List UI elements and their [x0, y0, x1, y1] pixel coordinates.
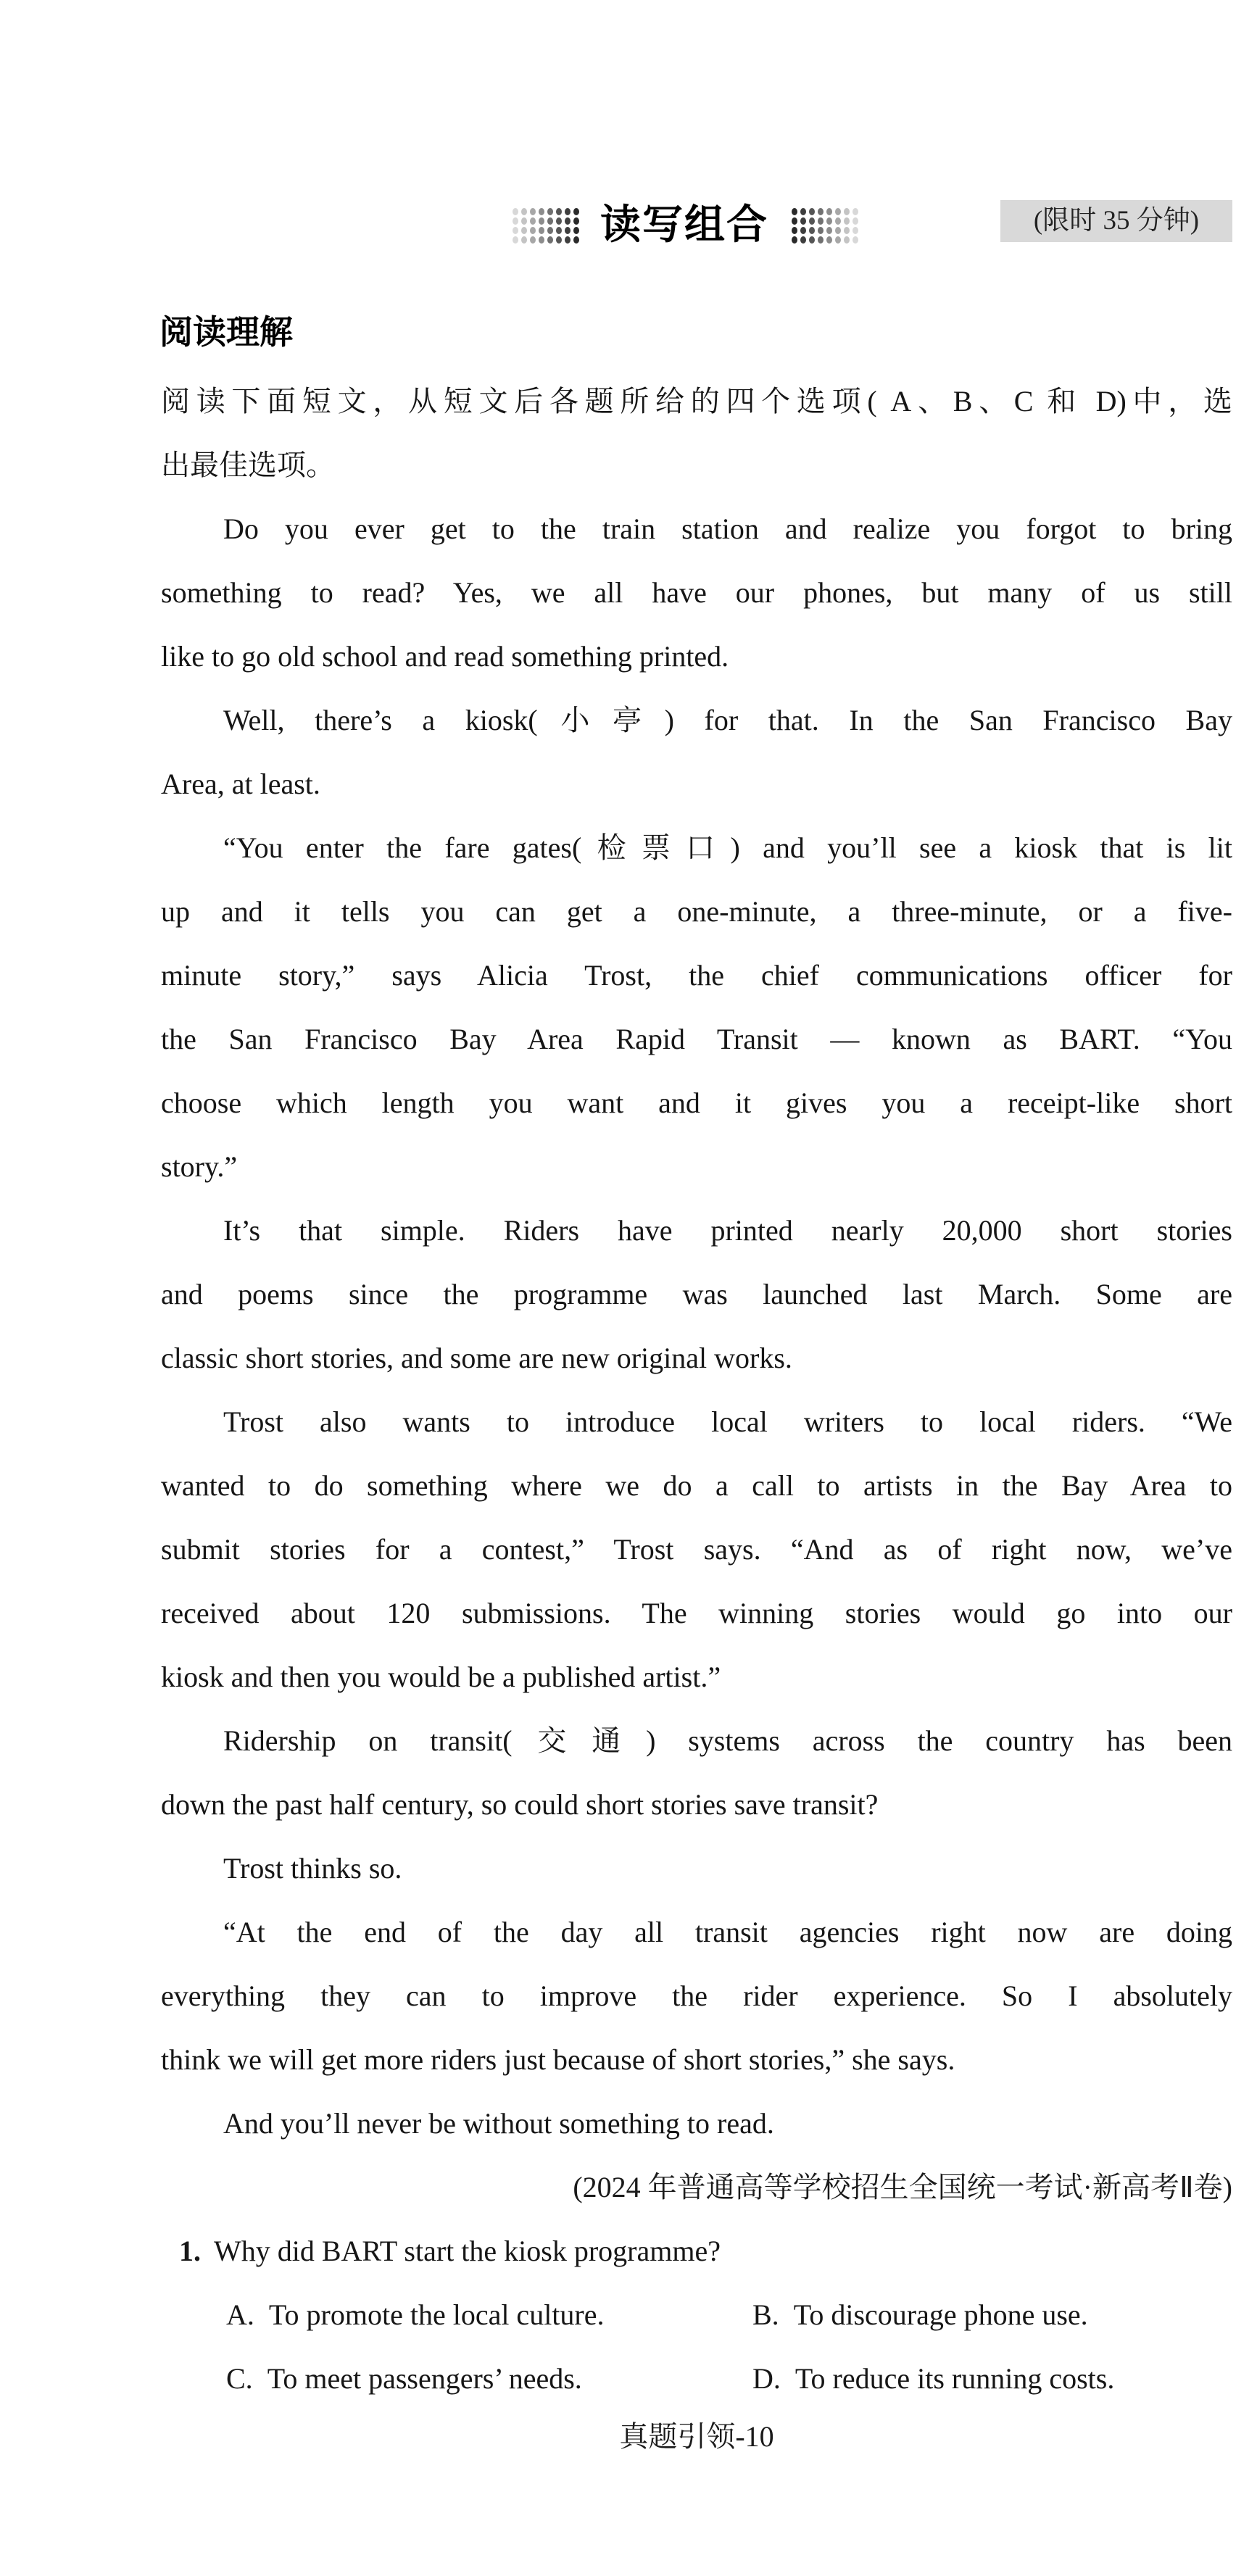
dot [792, 208, 797, 215]
dot [565, 227, 571, 234]
dot [530, 208, 536, 215]
dot [826, 217, 832, 225]
text-line: like to go old school and read something printed. [161, 640, 729, 673]
dot [818, 217, 824, 225]
text-column [161, 370, 1232, 2411]
page-footer: 真题引领-10 [619, 2420, 774, 2453]
dot [826, 208, 832, 215]
dot [530, 227, 536, 234]
dot [835, 227, 841, 234]
dot [844, 236, 850, 244]
text-line: up and it tells you can get a one-minute, a three-minute, or a five- [161, 895, 1232, 928]
dot-pattern-left-icon [513, 208, 579, 244]
dot [818, 236, 824, 244]
dot-row [792, 227, 858, 234]
dot [800, 208, 806, 215]
text-line: down the past half century, so could short stories save transit? [161, 1788, 879, 1821]
text-line: And you’ll never be without something to read. [223, 2107, 774, 2140]
dot-row [792, 217, 858, 225]
text-line: everything they can to improve the rider experience. So I absolutely [161, 1979, 1232, 2012]
dot [800, 236, 806, 244]
dot [800, 217, 806, 225]
text-line: classic short stories, and some are new original works. [161, 1342, 792, 1374]
dot-row [792, 208, 858, 215]
dot [573, 217, 579, 225]
dot [530, 217, 536, 225]
dot [809, 208, 815, 215]
option-b [752, 2283, 1232, 2347]
dot [521, 217, 527, 225]
dot [809, 227, 815, 234]
dot [792, 236, 797, 244]
text-line: and poems since the programme was launched last March. Some are [161, 1278, 1232, 1310]
dot [565, 208, 571, 215]
option-text: To discourage phone use. [793, 2298, 1088, 2331]
dot-row [513, 236, 579, 244]
text-line: minute story,” says Alicia Trost, the chief communications officer for [161, 959, 1232, 992]
page-title: 读写组合 [600, 201, 768, 249]
text-line: Trost thinks so. [223, 1852, 402, 1885]
dot [835, 236, 841, 244]
text-line: think we will get more riders just because of short stories,” she says. [161, 2043, 955, 2076]
dot [800, 227, 806, 234]
dot [556, 217, 562, 225]
option-d [752, 2347, 1232, 2411]
text-line: something to read? Yes, we all have our phones, but many of us still [161, 576, 1232, 609]
dot [844, 208, 850, 215]
text-line: wanted to do something where we do a call to artists in the Bay Area to [161, 1469, 1232, 1502]
text-line: Area, at least. [161, 768, 320, 800]
dot [547, 236, 553, 244]
instructions [161, 370, 1232, 497]
text-line: 阅读下面短文，从短文后各题所给的四个选项( A、B、C 和 D)中，选 [161, 385, 1232, 417]
dot [573, 227, 579, 234]
text-line: “At the end of the day all transit agencies right now are doing [223, 1916, 1232, 1948]
dot [521, 236, 527, 244]
text-line: choose which length you want and it gives you a receipt-like short [161, 1087, 1232, 1119]
text-line: Well, there’s a kiosk(小亭) for that. In the San Francisco Bay [223, 704, 1232, 736]
source-line: (2024 年普通高等学校招生全国统一考试·新高考Ⅱ卷) [573, 2171, 1232, 2203]
time-limit-badge: (限时 35 分钟) [1000, 200, 1232, 242]
dot [852, 208, 858, 215]
text-line: It’s that simple. Riders have printed nearly 20,000 short stories [223, 1214, 1232, 1247]
question-1 [161, 2219, 1232, 2283]
dot [565, 217, 571, 225]
passage-paragraphs [161, 497, 1232, 2156]
dot [521, 208, 527, 215]
dot [792, 227, 797, 234]
dot [556, 227, 562, 234]
dot [818, 208, 824, 215]
dot [844, 217, 850, 225]
dot [792, 217, 797, 225]
dot [573, 208, 579, 215]
dot-pattern-right-icon [792, 208, 858, 244]
option-label: D. [752, 2362, 781, 2395]
dot [556, 236, 562, 244]
text-line: story.” [161, 1150, 238, 1183]
dot [852, 217, 858, 225]
dot [835, 208, 841, 215]
dot [530, 236, 536, 244]
text-line: “You enter the fare gates(检票口) and you’ll see a kiosk that is lit [223, 831, 1232, 864]
option-label: A. [226, 2298, 254, 2331]
dot [547, 227, 553, 234]
dot [547, 217, 553, 225]
option-label: C. [226, 2362, 253, 2395]
text-line: submit stories for a contest,” Trost says. “And as of right now, we’ve [161, 1533, 1232, 1566]
option-text: To promote the local culture. [268, 2298, 605, 2331]
option-label: B. [752, 2298, 779, 2331]
dot-row [513, 227, 579, 234]
question-number: 1. [179, 2235, 201, 2267]
option-text: To meet passengers’ needs. [267, 2362, 582, 2395]
dot [556, 208, 562, 215]
dot [809, 217, 815, 225]
dot [818, 227, 824, 234]
text-line: 出最佳选项。 [161, 449, 335, 481]
options-grid [161, 2283, 1232, 2411]
dot [513, 227, 518, 234]
text-line: Ridership on transit(交通) systems across the country has been [223, 1724, 1232, 1757]
dot [809, 236, 815, 244]
dot [565, 236, 571, 244]
text-line: received about 120 submissions. The winning stories would go into our [161, 1597, 1232, 1629]
dot-row [513, 217, 579, 225]
dot [826, 236, 832, 244]
dot [547, 208, 553, 215]
dot [521, 227, 527, 234]
dot [852, 227, 858, 234]
text-line: kiosk and then you would be a published artist.” [161, 1661, 721, 1693]
dot [573, 236, 579, 244]
dot [835, 217, 841, 225]
dot [844, 227, 850, 234]
question-text: Why did BART start the kiosk programme? [214, 2235, 721, 2267]
dot-row [792, 236, 858, 244]
option-c [226, 2347, 752, 2411]
dot [539, 217, 544, 225]
option-text: To reduce its running costs. [795, 2362, 1115, 2395]
option-a [226, 2283, 752, 2347]
text-line: Trost also wants to introduce local writers to local riders. “We [223, 1405, 1232, 1438]
text-line: Do you ever get to the train station and realize you forgot to bring [223, 512, 1232, 545]
dot [513, 236, 518, 244]
dot [513, 208, 518, 215]
dot [539, 208, 544, 215]
dot [852, 236, 858, 244]
text-line: the San Francisco Bay Area Rapid Transit — known as BART. “You [161, 1023, 1232, 1055]
dot [513, 217, 518, 225]
section-heading: 阅读理解 [159, 312, 293, 352]
dot [826, 227, 832, 234]
dot-row [513, 208, 579, 215]
dot [539, 236, 544, 244]
dot [539, 227, 544, 234]
